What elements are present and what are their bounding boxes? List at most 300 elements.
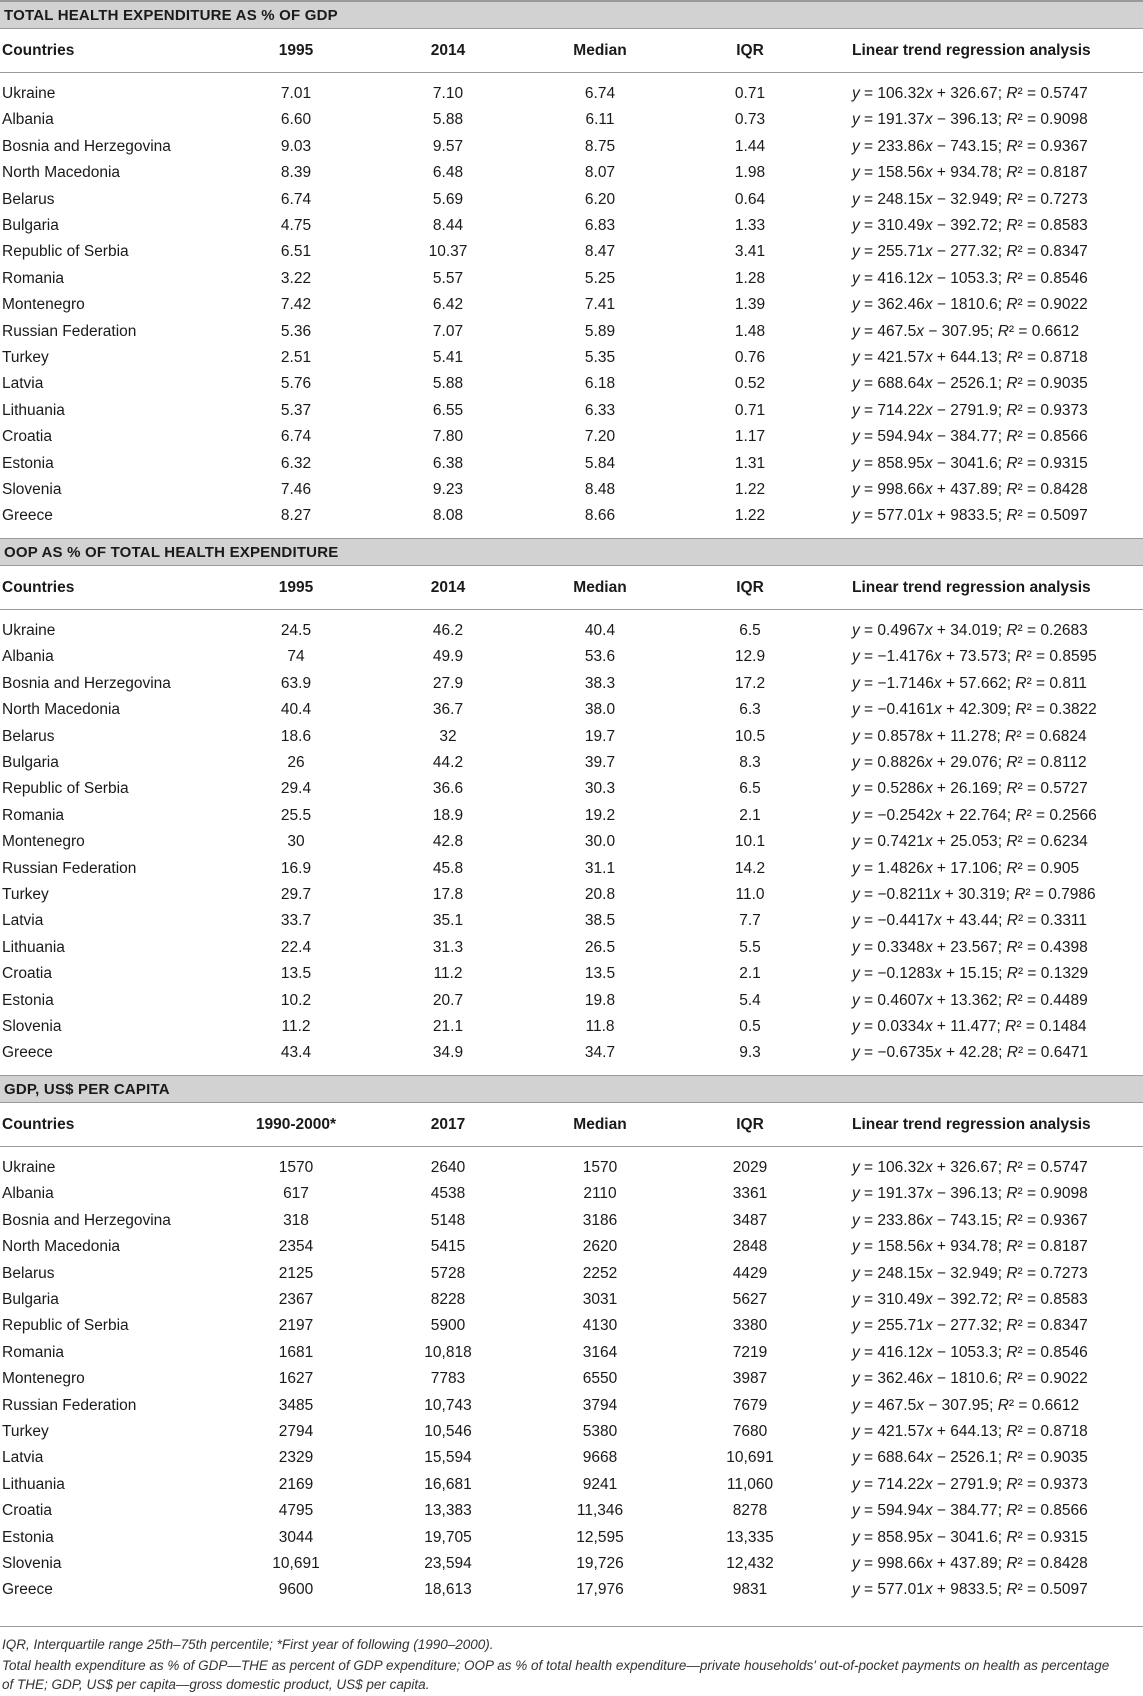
- value-cell: 12.9: [734, 648, 766, 666]
- value-cell: 10.2: [280, 991, 312, 1009]
- country-cell: Croatia: [2, 965, 52, 983]
- value-cell: 24.5: [280, 622, 312, 639]
- value-cell: 13.5: [280, 965, 312, 983]
- country-cell: Albania: [2, 648, 54, 666]
- r-squared: 0.8718: [1040, 1423, 1088, 1440]
- value-cell: 6.11: [585, 111, 615, 129]
- slope: −1.7146: [877, 674, 934, 692]
- table-row: [0, 1395, 1143, 1417]
- value-cell: 3361: [732, 1185, 768, 1203]
- section-title: OOP AS % OF TOTAL HEALTH EXPENDITURE: [4, 544, 339, 561]
- column-header: IQR: [736, 1116, 764, 1133]
- value-cell: 16.9: [280, 859, 312, 877]
- value-cell: 10,691: [272, 1555, 320, 1572]
- regression-cell: y = 0.5286x + 26.169; R² = 0.5727: [852, 780, 1088, 798]
- slope: −1.4176: [877, 648, 934, 666]
- intercept: + 934.78: [936, 164, 998, 182]
- value-cell: 5.57: [432, 269, 464, 287]
- value-cell: 6.20: [584, 190, 616, 208]
- value-cell: 38.3: [584, 674, 616, 692]
- value-cell: 3.22: [280, 269, 312, 287]
- intercept: − 396.13: [936, 111, 998, 129]
- intercept: − 3041.6: [936, 454, 998, 472]
- regression-cell: y = 858.95x − 3041.6; R² = 0.9315: [852, 1528, 1088, 1546]
- section-header-oop-the: [0, 538, 1143, 566]
- value-cell: 33.7: [280, 912, 312, 930]
- table-row: [0, 805, 1143, 827]
- r-squared: 0.9022: [1040, 1370, 1088, 1388]
- country-cell: Belarus: [2, 727, 55, 745]
- value-cell: 19,705: [424, 1528, 472, 1546]
- value-cell: 31.1: [584, 859, 616, 877]
- value-cell: 2.1: [739, 965, 761, 983]
- slope: 421.57: [877, 1423, 925, 1440]
- value-cell: 2029: [732, 1159, 768, 1176]
- country-cell: Russian Federation: [2, 322, 137, 340]
- value-cell: 10.5: [734, 727, 766, 745]
- value-cell: 6550: [582, 1370, 618, 1388]
- slope: −0.1283: [877, 965, 934, 983]
- country-cell: Montenegro: [2, 296, 85, 314]
- value-cell: 2329: [278, 1449, 314, 1467]
- value-cell: 3164: [582, 1343, 618, 1361]
- value-cell: 0.71: [734, 401, 766, 419]
- value-cell: 5.37: [280, 401, 312, 419]
- intercept: − 1810.6: [936, 1370, 998, 1388]
- value-cell: 5.36: [280, 322, 312, 340]
- table-row: [0, 189, 1143, 211]
- table-row: [0, 215, 1143, 237]
- value-cell: 39.7: [584, 754, 616, 771]
- value-cell: 1.22: [734, 481, 766, 498]
- value-cell: 0.71: [734, 85, 766, 102]
- r-squared: 0.905: [1040, 859, 1080, 877]
- value-cell: 7680: [732, 1423, 768, 1440]
- intercept: − 2526.1: [936, 375, 998, 393]
- value-cell: 74: [287, 648, 305, 666]
- regression-cell: y = 158.56x + 934.78; R² = 0.8187: [852, 164, 1088, 182]
- value-cell: 30: [287, 833, 305, 851]
- table-row: [0, 1157, 1143, 1179]
- value-cell: 4429: [732, 1264, 768, 1282]
- column-header: Median: [573, 579, 627, 596]
- table-row: [0, 1342, 1143, 1364]
- table-row: [0, 963, 1143, 985]
- value-cell: 5.5: [739, 938, 761, 956]
- regression-cell: y = 688.64x − 2526.1; R² = 0.9035: [852, 1449, 1088, 1467]
- table-row: [0, 400, 1143, 422]
- value-cell: 3487: [732, 1211, 768, 1229]
- country-cell: Ukraine: [2, 1159, 56, 1176]
- value-cell: 9.3: [739, 1044, 761, 1062]
- value-cell: 8.3: [739, 754, 761, 771]
- value-cell: 35.1: [432, 912, 464, 930]
- value-cell: 8278: [732, 1502, 768, 1520]
- r-squared: 0.5747: [1040, 85, 1088, 102]
- value-cell: 6.74: [280, 190, 312, 208]
- r-squared: 0.8347: [1040, 1317, 1088, 1335]
- section-header-gdp-per-capita: [0, 1075, 1143, 1103]
- regression-cell: y = 310.49x − 392.72; R² = 0.8583: [852, 1291, 1088, 1308]
- country-cell: Croatia: [2, 1502, 52, 1520]
- r-squared: 0.9315: [1040, 454, 1088, 472]
- slope: 1.4826: [877, 859, 925, 877]
- regression-cell: y = −0.8211x + 30.319; R² = 0.7986: [852, 886, 1096, 903]
- slope: 467.5: [877, 322, 917, 340]
- value-cell: 6.42: [432, 296, 464, 314]
- slope: 714.22: [877, 1475, 925, 1493]
- intercept: − 2791.9: [936, 401, 998, 419]
- regression-cell: y = −1.4176x + 73.573; R² = 0.8595: [852, 648, 1097, 666]
- value-cell: 13.5: [584, 965, 616, 983]
- value-cell: 27.9: [432, 674, 464, 692]
- value-cell: 7.42: [280, 296, 312, 314]
- value-cell: 22.4: [280, 938, 312, 956]
- value-cell: 4.75: [280, 217, 312, 234]
- value-cell: 6.51: [280, 243, 312, 261]
- r-squared: 0.3311: [1040, 912, 1088, 930]
- table-row: [0, 1016, 1143, 1038]
- country-cell: Estonia: [2, 991, 54, 1009]
- column-header: 2014: [430, 579, 466, 596]
- value-cell: 45.8: [432, 859, 464, 877]
- regression-cell: y = 248.15x − 32.949; R² = 0.7273: [852, 1264, 1088, 1282]
- r-squared: 0.9315: [1040, 1528, 1088, 1546]
- table-row: [0, 109, 1143, 131]
- table-row: [0, 373, 1143, 395]
- column-header: Median: [573, 42, 627, 59]
- value-cell: 2169: [278, 1475, 314, 1493]
- slope: 158.56: [877, 164, 925, 182]
- value-cell: 2252: [582, 1264, 618, 1282]
- intercept: + 57.662: [945, 674, 1007, 692]
- regression-cell: y = 998.66x + 437.89; R² = 0.8428: [852, 481, 1088, 498]
- footnote-definitions-cont: of THE; GDP, US$ per capita—gross domestic product, US$ per capita.: [2, 1677, 430, 1692]
- value-cell: 7.7: [739, 912, 761, 930]
- value-cell: 7.20: [584, 428, 616, 446]
- intercept: + 42.28: [945, 1044, 999, 1062]
- value-cell: 0.73: [734, 111, 766, 129]
- value-cell: 1.39: [734, 296, 766, 314]
- slope: −0.4417: [877, 912, 934, 930]
- table-row: [0, 646, 1143, 668]
- slope: 416.12: [877, 269, 925, 287]
- value-cell: 5.35: [584, 349, 616, 366]
- value-cell: 9831: [732, 1581, 768, 1599]
- r-squared: 0.1329: [1040, 965, 1089, 983]
- intercept: + 23.567: [936, 938, 998, 956]
- table-row: [0, 990, 1143, 1012]
- table-row: [0, 347, 1143, 369]
- regression-cell: y = 594.94x − 384.77; R² = 0.8566: [852, 1502, 1088, 1520]
- regression-cell: y = 255.71x − 277.32; R² = 0.8347: [852, 1317, 1088, 1335]
- slope: 0.7421: [877, 833, 925, 851]
- value-cell: 9.57: [432, 137, 464, 155]
- r-squared: 0.8347: [1040, 243, 1088, 261]
- slope: 310.49: [877, 217, 925, 234]
- table-row: [0, 752, 1143, 774]
- value-cell: 29.7: [280, 886, 312, 903]
- regression-cell: y = 421.57x + 644.13; R² = 0.8718: [852, 349, 1088, 366]
- value-cell: 11.2: [433, 965, 463, 983]
- r-squared: 0.8583: [1040, 217, 1088, 234]
- value-cell: 7.10: [432, 85, 464, 102]
- country-cell: Lithuania: [2, 401, 65, 419]
- slope: 594.94: [877, 428, 925, 446]
- value-cell: 5.76: [280, 375, 312, 393]
- slope: 233.86: [877, 137, 925, 155]
- intercept: + 13.362: [936, 991, 998, 1009]
- slope: 688.64: [877, 375, 925, 393]
- value-cell: 1.48: [734, 322, 766, 340]
- value-cell: 42.8: [432, 833, 464, 851]
- value-cell: 5148: [430, 1211, 466, 1229]
- value-cell: 3186: [582, 1211, 618, 1229]
- r-squared: 0.9022: [1040, 296, 1088, 314]
- value-cell: 2110: [583, 1185, 617, 1203]
- country-cell: Latvia: [2, 1449, 44, 1467]
- value-cell: 2197: [278, 1317, 314, 1335]
- r-squared: 0.5747: [1040, 1159, 1088, 1176]
- value-cell: 11.2: [281, 1018, 311, 1035]
- regression-cell: y = 248.15x − 32.949; R² = 0.7273: [852, 190, 1088, 208]
- intercept: + 9833.5: [936, 507, 998, 525]
- r-squared: 0.8546: [1040, 269, 1088, 287]
- r-squared: 0.8583: [1040, 1291, 1088, 1308]
- country-cell: Belarus: [2, 190, 55, 208]
- table-row: [0, 858, 1143, 880]
- column-header-row: [0, 1103, 1143, 1147]
- country-cell: Romania: [2, 269, 65, 287]
- country-cell: Republic of Serbia: [2, 780, 129, 798]
- value-cell: 38.5: [584, 912, 616, 930]
- intercept: + 29.076: [936, 754, 998, 771]
- value-cell: 6.60: [280, 111, 312, 129]
- regression-cell: y = 998.66x + 437.89; R² = 0.8428: [852, 1555, 1088, 1572]
- regression-cell: y = −0.6735x + 42.28; R² = 0.6471: [852, 1044, 1089, 1062]
- intercept: + 326.67: [936, 1159, 998, 1176]
- value-cell: 6.38: [432, 454, 464, 472]
- footnote-definitions: Total health expenditure as % of GDP—THE as percent of GDP expenditure; OOP as % of total health expenditure—private households' out-of-pocket payments on health as percentage: [2, 1658, 1110, 1673]
- regression-cell: y = 0.8578x + 11.278; R² = 0.6824: [852, 727, 1087, 745]
- slope: 858.95: [877, 454, 925, 472]
- r-squared: 0.8566: [1040, 428, 1088, 446]
- intercept: − 277.32: [936, 243, 998, 261]
- intercept: + 26.169: [936, 780, 998, 798]
- value-cell: 0.5: [739, 1018, 761, 1035]
- regression-cell: y = 191.37x − 396.13; R² = 0.9098: [852, 111, 1088, 129]
- slope: 158.56: [877, 1238, 925, 1256]
- intercept: − 384.77: [936, 428, 998, 446]
- country-cell: Greece: [2, 507, 53, 525]
- table-row: [0, 1527, 1143, 1549]
- value-cell: 5900: [430, 1317, 466, 1335]
- value-cell: 13,383: [424, 1502, 472, 1520]
- r-squared: 0.6471: [1040, 1044, 1089, 1062]
- value-cell: 1.22: [734, 507, 766, 525]
- intercept: − 392.72: [936, 217, 998, 234]
- regression-cell: y = 233.86x − 743.15; R² = 0.9367: [852, 137, 1088, 155]
- value-cell: 5.88: [432, 375, 464, 393]
- regression-cell: y = 577.01x + 9833.5; R² = 0.5097: [852, 1581, 1088, 1599]
- value-cell: 40.4: [584, 622, 616, 639]
- value-cell: 2354: [278, 1238, 314, 1256]
- country-cell: Republic of Serbia: [2, 1317, 129, 1335]
- value-cell: 5627: [732, 1291, 768, 1308]
- regression-cell: y = 467.5x − 307.95; R² = 0.6612: [852, 1396, 1080, 1414]
- intercept: + 34.019: [936, 622, 998, 639]
- slope: 998.66: [877, 1555, 925, 1572]
- slope: 191.37: [877, 111, 925, 129]
- value-cell: 0.52: [734, 375, 766, 393]
- value-cell: 30.0: [584, 833, 616, 851]
- intercept: + 437.89: [936, 481, 998, 498]
- regression-cell: y = 255.71x − 277.32; R² = 0.8347: [852, 243, 1088, 261]
- regression-cell: y = −0.1283x + 15.15; R² = 0.1329: [852, 965, 1089, 983]
- column-header: Countries: [2, 1116, 75, 1133]
- r-squared: 0.9373: [1040, 1475, 1088, 1493]
- intercept: − 384.77: [936, 1502, 998, 1520]
- country-cell: Ukraine: [2, 622, 56, 639]
- r-squared: 0.9098: [1040, 111, 1088, 129]
- regression-cell: y = 421.57x + 644.13; R² = 0.8718: [852, 1423, 1088, 1440]
- slope: 998.66: [877, 481, 925, 498]
- value-cell: 53.6: [584, 648, 616, 666]
- table-row: [0, 1210, 1143, 1232]
- country-cell: North Macedonia: [2, 164, 121, 182]
- value-cell: 5.89: [584, 322, 616, 340]
- value-cell: 12,432: [726, 1555, 774, 1572]
- country-cell: Bulgaria: [2, 754, 59, 771]
- slope: 0.8578: [877, 727, 925, 745]
- value-cell: 7679: [732, 1396, 768, 1414]
- value-cell: 7.41: [584, 296, 616, 314]
- value-cell: 30.3: [584, 780, 616, 798]
- regression-cell: y = −0.2542x + 22.764; R² = 0.2566: [852, 806, 1097, 824]
- r-squared: 0.8428: [1040, 1555, 1088, 1572]
- value-cell: 7.80: [432, 428, 464, 446]
- r-squared: 0.5727: [1040, 780, 1088, 798]
- value-cell: 18,613: [424, 1581, 472, 1599]
- intercept: − 277.32: [936, 1317, 998, 1335]
- slope: 467.5: [877, 1396, 917, 1414]
- slope: 688.64: [877, 1449, 925, 1467]
- slope: 362.46: [877, 1370, 925, 1388]
- table-row: [0, 1042, 1143, 1064]
- intercept: + 22.764: [945, 806, 1007, 824]
- country-cell: Russian Federation: [2, 1396, 137, 1414]
- slope: 0.3348: [877, 938, 925, 956]
- value-cell: 16,681: [424, 1475, 472, 1493]
- value-cell: 44.2: [432, 754, 464, 771]
- regression-cell: y = 1.4826x + 17.106; R² = 0.905: [852, 859, 1080, 877]
- column-header: IQR: [736, 42, 764, 59]
- value-cell: 21.1: [432, 1018, 464, 1035]
- table-row: [0, 1500, 1143, 1522]
- value-cell: 318: [283, 1211, 309, 1229]
- intercept: − 2526.1: [936, 1449, 998, 1467]
- column-header: IQR: [736, 579, 764, 596]
- table-row: [0, 884, 1143, 906]
- table-row: [0, 162, 1143, 184]
- table-row: [0, 1263, 1143, 1285]
- slope: 0.8826: [877, 754, 925, 771]
- intercept: − 1810.6: [936, 296, 998, 314]
- country-cell: Turkey: [2, 349, 49, 366]
- country-cell: Slovenia: [2, 1555, 62, 1572]
- value-cell: 6.83: [584, 217, 616, 234]
- regression-cell: y = 0.4967x + 34.019; R² = 0.2683: [852, 622, 1088, 639]
- r-squared: 0.7986: [1048, 886, 1096, 903]
- column-header: Median: [573, 1116, 627, 1133]
- value-cell: 43.4: [280, 1044, 312, 1062]
- slope: −0.2542: [877, 806, 934, 824]
- table-row: [0, 453, 1143, 475]
- r-squared: 0.1484: [1039, 1018, 1087, 1035]
- value-cell: 2.1: [739, 806, 761, 824]
- value-cell: 2125: [278, 1264, 314, 1282]
- value-cell: 9.23: [432, 481, 464, 498]
- r-squared: 0.6824: [1039, 727, 1087, 745]
- section-title: TOTAL HEALTH EXPENDITURE AS % OF GDP: [4, 7, 338, 24]
- value-cell: 6.48: [432, 164, 464, 182]
- slope: 0.0334: [877, 1018, 925, 1035]
- table-row: [0, 136, 1143, 158]
- table-row: [0, 910, 1143, 932]
- value-cell: 5415: [430, 1238, 466, 1256]
- slope: 310.49: [877, 1291, 925, 1308]
- value-cell: 10,546: [424, 1423, 472, 1440]
- country-cell: Belarus: [2, 1264, 55, 1282]
- value-cell: 3794: [582, 1396, 618, 1414]
- r-squared: 0.4398: [1040, 938, 1088, 956]
- value-cell: 6.18: [584, 375, 616, 393]
- value-cell: 8.66: [584, 507, 616, 525]
- intercept: + 437.89: [936, 1555, 998, 1572]
- regression-cell: y = 688.64x − 2526.1; R² = 0.9035: [852, 375, 1088, 393]
- value-cell: 3987: [732, 1370, 768, 1388]
- regression-cell: y = 158.56x + 934.78; R² = 0.8187: [852, 1238, 1088, 1256]
- value-cell: 34.7: [584, 1044, 616, 1062]
- intercept: + 17.106: [936, 859, 998, 877]
- section-title: GDP, US$ PER CAPITA: [4, 1081, 170, 1098]
- regression-cell: y = 0.8826x + 29.076; R² = 0.8112: [852, 754, 1087, 771]
- country-cell: North Macedonia: [2, 1238, 121, 1256]
- slope: 416.12: [877, 1343, 925, 1361]
- country-cell: Romania: [2, 806, 65, 824]
- value-cell: 4795: [278, 1502, 314, 1520]
- r-squared: 0.9367: [1040, 1211, 1088, 1229]
- table-row: [0, 1447, 1143, 1469]
- country-cell: Slovenia: [2, 1018, 62, 1035]
- value-cell: 5728: [430, 1264, 466, 1282]
- intercept: + 15.15: [945, 965, 999, 983]
- country-cell: Lithuania: [2, 1475, 65, 1493]
- intercept: − 3041.6: [936, 1528, 998, 1546]
- value-cell: 17,976: [576, 1581, 624, 1599]
- intercept: − 32.949: [936, 190, 998, 208]
- intercept: − 32.949: [936, 1264, 998, 1282]
- value-cell: 17.2: [734, 674, 766, 692]
- value-cell: 9241: [582, 1475, 618, 1493]
- r-squared: 0.9035: [1040, 1449, 1088, 1467]
- r-squared: 0.8187: [1040, 1238, 1088, 1256]
- regression-cell: y = 106.32x + 326.67; R² = 0.5747: [852, 85, 1088, 102]
- value-cell: 5380: [582, 1423, 618, 1440]
- column-header: Countries: [2, 579, 75, 596]
- country-cell: Estonia: [2, 1528, 54, 1546]
- value-cell: 11.0: [735, 886, 765, 903]
